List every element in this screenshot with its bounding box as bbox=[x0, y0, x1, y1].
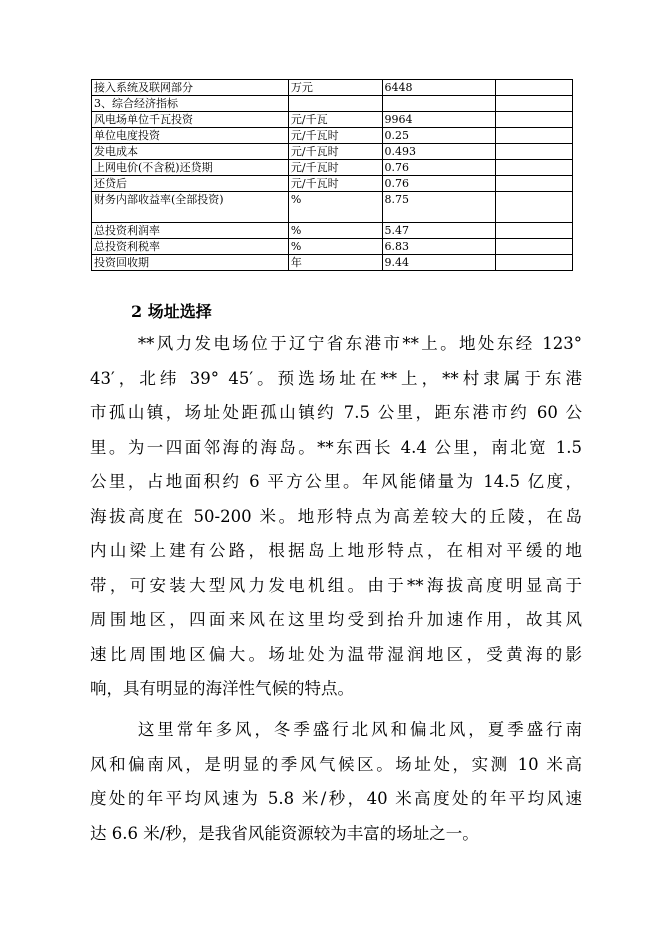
row-name: 投资回收期 bbox=[92, 255, 289, 271]
row-value: 0.493 bbox=[382, 144, 496, 160]
row-unit: 元/千瓦时 bbox=[288, 128, 382, 144]
row-extra bbox=[496, 223, 573, 239]
row-unit: % bbox=[288, 239, 382, 255]
row-unit: 元/千瓦 bbox=[288, 112, 382, 128]
section-heading: 2 场址选择 bbox=[131, 302, 212, 321]
table-row bbox=[92, 96, 573, 112]
row-extra bbox=[496, 160, 573, 176]
row-value: 0.76 bbox=[382, 176, 496, 192]
paragraph-line: **风力发电场位于辽宁省东港市**上。地处东经 123° bbox=[137, 334, 582, 353]
row-name: 财务内部收益率(全部投资) bbox=[92, 192, 289, 223]
row-name: 发电成本 bbox=[92, 144, 289, 160]
row-name: 还贷后 bbox=[92, 176, 289, 192]
table-row bbox=[92, 239, 573, 255]
row-value: 6448 bbox=[382, 80, 496, 96]
paragraph-line: 海拔高度在 50-200 米。地形特点为高差较大的丘陵，在岛 bbox=[90, 506, 582, 526]
row-unit: 元/千瓦时 bbox=[288, 144, 382, 160]
table-row bbox=[92, 192, 573, 223]
paragraph-line: 43′，北纬 39° 45′。预选场址在**上，**村隶属于东港 bbox=[90, 368, 582, 388]
row-value: 9964 bbox=[382, 112, 496, 128]
paragraph-line: 公里，占地面积约 6 平方公里。年风能储量为 14.5 亿度， bbox=[90, 472, 582, 491]
paragraph-line: 里。为一四面邻海的海岛。**东西长 4.4 公里，南北宽 1.5 bbox=[90, 437, 582, 457]
row-value: 8.75 bbox=[382, 192, 496, 223]
row-name: 接入系统及联网部分 bbox=[92, 80, 289, 96]
paragraph-line: 度处的年平均风速为 5.8 米/秒，40 米高度处的年平均风速 bbox=[90, 789, 582, 808]
paragraph-line: 带，可安装大型风力发电机组。由于**海拔高度明显高于 bbox=[90, 575, 582, 595]
table-row bbox=[92, 128, 573, 144]
table-row bbox=[92, 80, 573, 96]
row-name: 单位电度投资 bbox=[92, 128, 289, 144]
table-row bbox=[92, 160, 573, 176]
table-row bbox=[92, 144, 573, 160]
row-value bbox=[382, 96, 496, 112]
wind-climate-paragraph bbox=[90, 713, 582, 851]
row-extra bbox=[496, 239, 573, 255]
row-name: 3、综合经济指标 bbox=[92, 96, 289, 112]
paragraph-line: 风和偏南风，是明显的季风气候区。场址处，实测 10 米高 bbox=[90, 754, 582, 774]
row-unit: % bbox=[288, 192, 382, 223]
paragraph-line: 这里常年多风，冬季盛行北风和偏北风，夏季盛行南 bbox=[137, 720, 582, 739]
row-extra bbox=[496, 128, 573, 144]
row-unit: 年 bbox=[288, 255, 382, 271]
paragraph-line: 速比周围地区偏大。场址处为温带湿润地区，受黄海的影 bbox=[90, 644, 582, 664]
paragraph-line: 市孤山镇，场址处距孤山镇约 7.5 公里，距东港市约 60 公 bbox=[90, 403, 582, 422]
row-value: 0.25 bbox=[382, 128, 496, 144]
row-extra bbox=[496, 112, 573, 128]
row-name: 风电场单位千瓦投资 bbox=[92, 112, 289, 128]
table-row bbox=[92, 223, 573, 239]
paragraph-line: 内山梁上建有公路，根据岛上地形特点，在相对平缓的地 bbox=[90, 541, 582, 560]
site-description-paragraph bbox=[90, 327, 582, 707]
row-value: 6.83 bbox=[382, 239, 496, 255]
paragraph-line: 达 6.6 米/秒，是我省风能资源较为丰富的场址之一。 bbox=[90, 823, 479, 843]
row-name: 上网电价(不含税)还贷期 bbox=[92, 160, 289, 176]
row-unit: % bbox=[288, 223, 382, 239]
table-row bbox=[92, 255, 573, 271]
paragraph-line: 响，具有明显的海洋性气候的特点。 bbox=[90, 679, 354, 698]
row-unit bbox=[288, 96, 382, 112]
row-value: 0.76 bbox=[382, 160, 496, 176]
row-value: 9.44 bbox=[382, 255, 496, 271]
row-extra bbox=[496, 80, 573, 96]
row-unit: 元/千瓦时 bbox=[288, 176, 382, 192]
table-row bbox=[92, 176, 573, 192]
row-extra bbox=[496, 96, 573, 112]
paragraph-line: 周围地区，四面来风在这里均受到抬升加速作用，故其风 bbox=[90, 610, 582, 629]
row-name: 总投资利税率 bbox=[92, 239, 289, 255]
row-extra bbox=[496, 255, 573, 271]
row-name: 总投资利润率 bbox=[92, 223, 289, 239]
row-extra bbox=[496, 144, 573, 160]
row-unit: 元/千瓦时 bbox=[288, 160, 382, 176]
row-unit: 万元 bbox=[288, 80, 382, 96]
row-extra bbox=[496, 192, 573, 223]
row-value: 5.47 bbox=[382, 223, 496, 239]
table-row bbox=[92, 112, 573, 128]
row-extra bbox=[496, 176, 573, 192]
economic-indicators-table bbox=[91, 79, 573, 271]
